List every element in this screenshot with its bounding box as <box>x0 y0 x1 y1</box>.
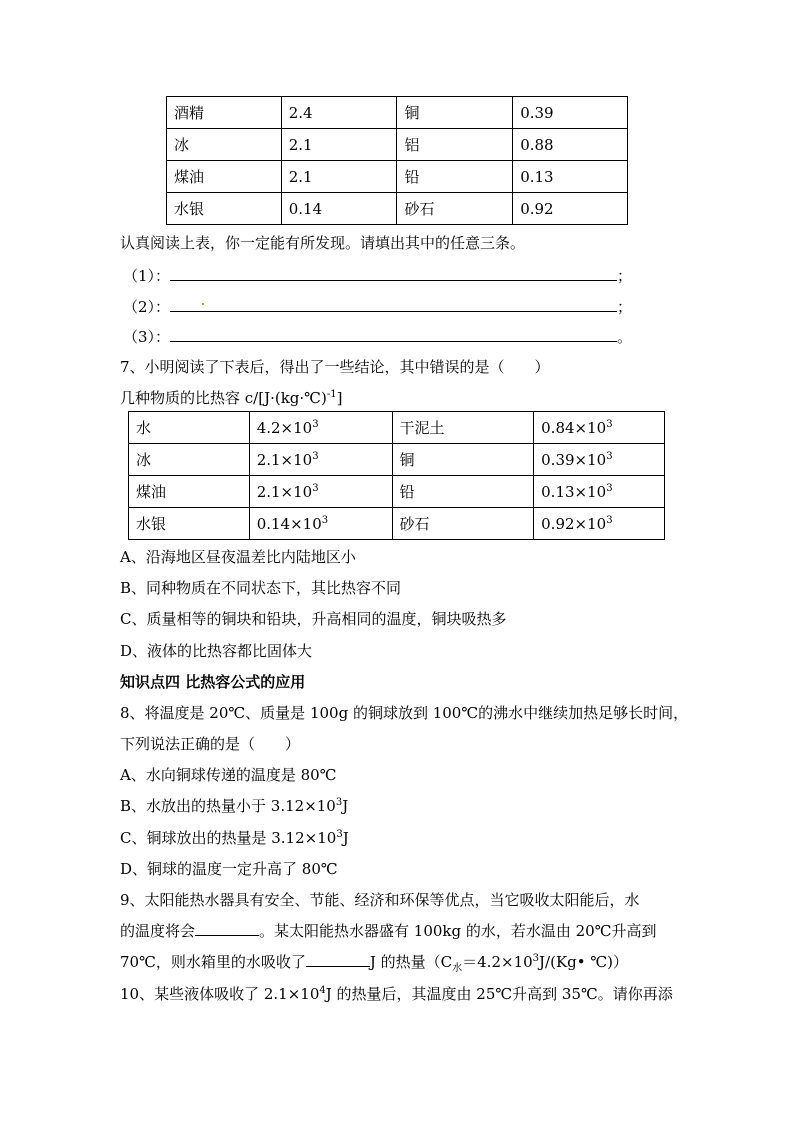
q7-option-c: C、质量相等的铜块和铅块，升高相同的温度，铜块吸热多 <box>120 610 507 628</box>
q6-blank-label-2: （2）： <box>123 298 171 316</box>
q9-line-1: 9、太阳能热水器具有安全、节能、经济和环保等优点，当它吸收太阳能后，水 <box>120 891 640 909</box>
caption-exponent: -1 <box>326 389 337 400</box>
table-cell: 铜 <box>392 444 534 476</box>
table-row <box>167 161 628 193</box>
q7-option-a: A、沿海地区昼夜温差比内陆地区小 <box>120 548 356 566</box>
q6-blank-end-3: 。 <box>617 328 633 346</box>
table-cell: 0.39 <box>513 97 628 129</box>
q8-line-2: 下列说法正确的是（ ） <box>120 735 301 753</box>
q7-question: 7、小明阅读了下表后，得出了一些结论，其中错误的是（ ） <box>120 358 550 376</box>
table-cell: $0.92\times 10^3$ <box>534 508 665 540</box>
q6-blank-row-3 <box>123 325 632 347</box>
q10-line-1: 10、某些液体吸收了 $2.1\times 10^4J$ 的热量后，其温度由 25℃升高到 35℃。请你再添 <box>120 985 673 1003</box>
stray-dot <box>202 303 204 305</box>
table-cell: 水 <box>129 412 250 444</box>
table-row <box>167 129 628 161</box>
table-cell: 0.14 <box>281 193 397 225</box>
table-cell: $0.13\times 10^3$ <box>534 476 665 508</box>
table-cell: $2.1\times 10^3$ <box>249 476 392 508</box>
q7-option-d: D、液体的比热容都比固体大 <box>120 642 313 660</box>
caption-text: 几种物质的比热容 c/[J·(kg·℃) <box>120 389 327 407</box>
table-row <box>129 444 665 476</box>
table-cell: 冰 <box>129 444 250 476</box>
table-cell: 砂石 <box>392 508 534 540</box>
q6-answer-line-2[interactable] <box>170 295 617 312</box>
table-cell: 铅 <box>392 476 534 508</box>
q9-answer-blank-1[interactable] <box>195 921 259 936</box>
table-cell: 0.88 <box>513 129 628 161</box>
q9-answer-blank-2[interactable] <box>306 952 370 967</box>
table-row <box>129 476 665 508</box>
table-cell: $4.2\times 10^3$ <box>249 412 392 444</box>
caption-end: ] <box>336 389 343 407</box>
q7-table-caption <box>120 387 342 408</box>
q6-blank-row-2 <box>123 295 632 317</box>
table-cell: 铝 <box>397 129 513 161</box>
table-cell: 铜 <box>397 97 513 129</box>
q7-option-b: B、同种物质在不同状态下，其比热容不同 <box>120 579 402 597</box>
table-cell: 煤油 <box>129 476 250 508</box>
q8-option-c: C、铜球放出的热量是 $3.12\times 10^3J$ <box>120 829 349 847</box>
table-cell: $2.1\times 10^3$ <box>249 444 392 476</box>
table-row <box>129 508 665 540</box>
q8-option-b: B、水放出的热量小于 $3.12\times 10^3J$ <box>120 797 349 815</box>
table-cell: 水银 <box>167 193 282 225</box>
table-cell: 0.92 <box>513 193 628 225</box>
q8-option-a: A、水向铜球传递的温度是 80℃ <box>120 766 337 784</box>
q6-prompt: 认真阅读上表，你一定能有所发现。请填出其中的任意三条。 <box>120 234 526 252</box>
table-cell: 冰 <box>167 129 282 161</box>
specific-heat-table-1 <box>166 96 628 225</box>
q9-line-2: 的温度将会 。某太阳能热水器盛有 100kg 的水，若水温由 20℃升高到 <box>120 922 657 940</box>
table-cell: $0.39\times 10^3$ <box>534 444 665 476</box>
table-cell: 2.1 <box>281 161 397 193</box>
q6-blank-end-1: ； <box>617 267 633 285</box>
table-cell: 铅 <box>397 161 513 193</box>
table-row <box>129 412 665 444</box>
table-cell: $0.14\times 10^3$ <box>249 508 392 540</box>
q6-blank-label-1: （1）： <box>123 267 171 285</box>
q8-line-1: 8、将温度是 20℃、质量是 100g 的铜球放到 100℃的沸水中继续加热足够长时间， <box>120 704 689 722</box>
table-row <box>167 193 628 225</box>
table-cell: 干泥土 <box>392 412 534 444</box>
q9-line-3: 70℃，则水箱里的水吸收了 J 的热量（$C_水=4.2\times 10^3J/(Kg•$ ℃)） <box>120 953 629 974</box>
table-cell: $0.84\times 10^3$ <box>534 412 665 444</box>
section-title: 知识点四 比热容公式的应用 <box>120 673 306 691</box>
q6-answer-line-3[interactable] <box>170 325 617 342</box>
table-cell: 2.1 <box>281 129 397 161</box>
table-cell: 煤油 <box>167 161 282 193</box>
table-cell: 0.13 <box>513 161 628 193</box>
specific-heat-table-2 <box>128 411 665 540</box>
table-cell: 砂石 <box>397 193 513 225</box>
q6-blank-end-2: ； <box>617 298 633 316</box>
q6-answer-line-1[interactable] <box>170 264 617 281</box>
table-row <box>167 97 628 129</box>
q8-option-d: D、铜球的温度一定升高了 80℃ <box>120 860 338 878</box>
q6-blank-row-1 <box>123 264 632 286</box>
table-cell: 2.4 <box>281 97 397 129</box>
table-cell: 酒精 <box>167 97 282 129</box>
table-cell: 水银 <box>129 508 250 540</box>
q6-blank-label-3: （3）： <box>123 328 171 346</box>
